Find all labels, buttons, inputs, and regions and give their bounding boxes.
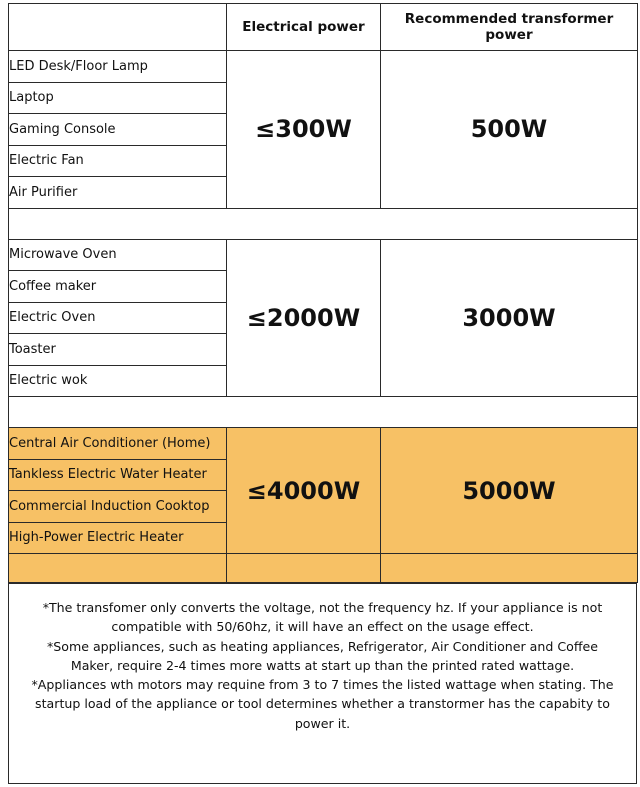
appliance-cell: Electric Oven — [9, 302, 227, 334]
appliance-cell: Microwave Oven — [9, 239, 227, 271]
appliance-cell: High-Power Electric Heater — [9, 522, 227, 554]
power-value-cell: ≤300W — [227, 51, 381, 209]
power-value-cell: ≤2000W — [227, 239, 381, 397]
appliance-cell: Commercial Induction Cooktop — [9, 491, 227, 523]
transformer-value-cell: 3000W — [381, 239, 638, 397]
note-frequency: *The transfomer only converts the voltage, not the frequency hz. If your appliance is not compatible with 50/60hz, it will have an effect on the usage effect. — [42, 600, 603, 635]
appliance-cell: Laptop — [9, 82, 227, 114]
transformer-value-cell: 5000W — [381, 428, 638, 554]
table-row — [9, 51, 638, 83]
transformer-value-cell: 500W — [381, 51, 638, 209]
appliance-cell: Toaster — [9, 334, 227, 366]
appliance-cell: Air Purifier — [9, 177, 227, 209]
power-value-cell: ≤4000W — [227, 428, 381, 554]
power-table — [8, 3, 638, 583]
appliance-cell: Tankless Electric Water Heater — [9, 459, 227, 491]
table-row — [9, 239, 638, 271]
header-transformer-power: Recommended transformer power — [381, 4, 638, 51]
spacer-row — [9, 554, 638, 583]
appliance-cell: Gaming Console — [9, 114, 227, 146]
spacer-row — [9, 208, 638, 239]
header-row — [9, 4, 638, 51]
appliance-cell: Electric Fan — [9, 145, 227, 177]
appliance-cell: LED Desk/Floor Lamp — [9, 51, 227, 83]
appliance-cell: Central Air Conditioner (Home) — [9, 428, 227, 460]
note-startup-watts: *Some appliances, such as heating appliances, Refrigerator, Air Conditioner and Coffee Maker, require 2-4 times more watts at start up than the printed rated wattage. — [46, 638, 599, 673]
appliance-cell: Coffee maker — [9, 271, 227, 303]
header-electrical-power: Electrical power — [227, 4, 381, 51]
note-motor-load: *Appliances wth motors may requine from 3 to 7 times the listed wattage when stating. The startup load of the appliance or tool determines whether a transtormer has the capabity to power it. — [31, 677, 614, 731]
spacer-row — [9, 397, 638, 428]
notes-box — [8, 583, 637, 784]
table-row — [9, 428, 638, 460]
header-appliance — [9, 4, 227, 51]
appliance-cell: Electric wok — [9, 365, 227, 397]
